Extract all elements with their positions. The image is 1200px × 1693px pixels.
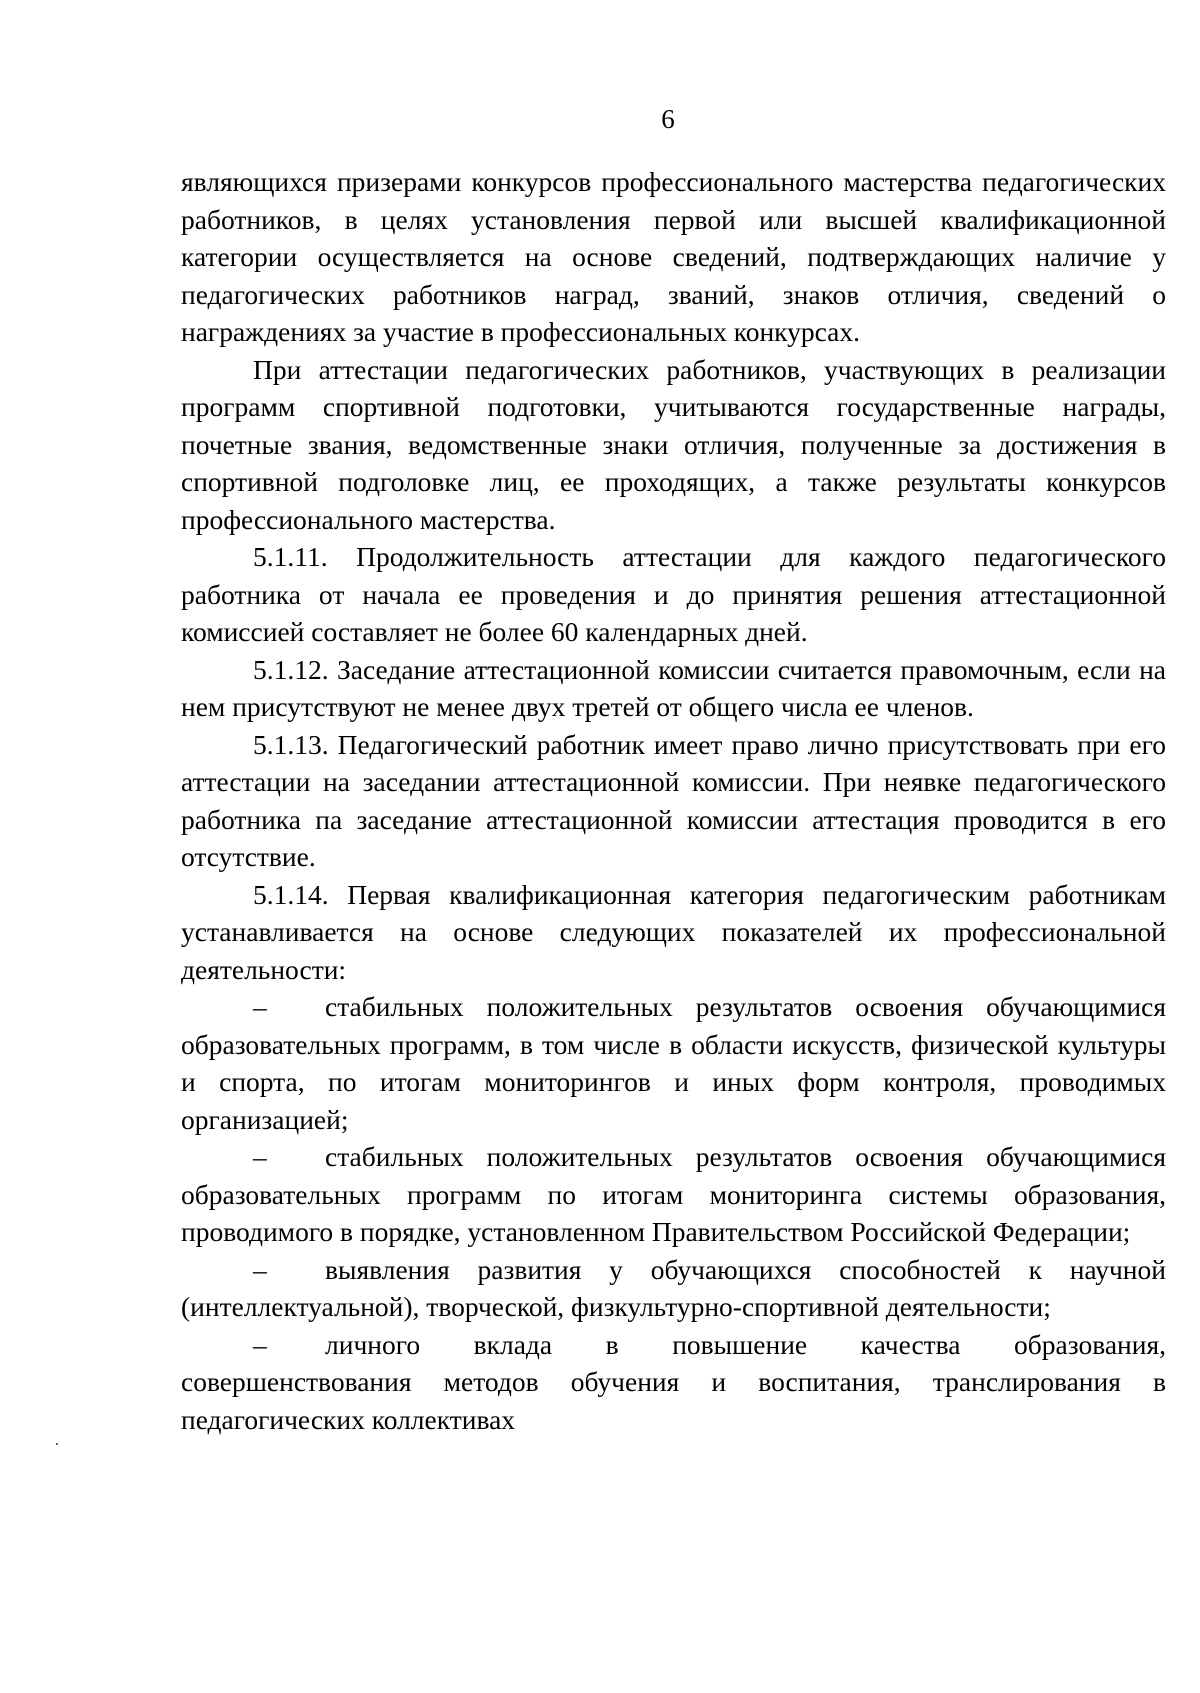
paragraph-5-1-14: 5.1.14. Первая квалификационная категория педагогическим работникам устанавливается на основе следующих показателей их профессиональной деятельности: (181, 878, 1166, 985)
paragraph-5-1-12: 5.1.12. Заседание аттестационной комиссии считается правомочным, если на нем присутствуют не менее двух третей от общего числа ее членов. (181, 653, 1166, 722)
list-item (181, 988, 1166, 1138)
dash-marker: – (253, 1253, 267, 1285)
paragraph-continuation: являющихся призерами конкурсов профессионального мастерства педагогических работников, в целях установления первой или высшей квалификационной категории осуществляется на основе сведений, подтверждающих наличие у педагогических работников наград, званий, знаков отличия, сведений о награждениях за участие в профессиональных конкурсах. (181, 166, 1166, 347)
paragraph-5-1-11: 5.1.11. Продолжительность аттестации для каждого педагогического работника от начала ее проведения и до принятия решения аттестационной комиссией составляет не более 60 календарных дней. (181, 541, 1166, 647)
dash-marker: – (253, 991, 267, 1022)
paragraph-sports-training: При аттестации педагогических работников, участвующих в реализации программ спортивной подготовки, учитываются государственные награды, почетные звания, ведомственные знаки отличия, полученные за достижения в спортивной подголовке лиц, ее проходящих, а также результаты конкурсов профессионального мастерства. (181, 353, 1166, 535)
list-item-text: выявления развития у обучающихся способностей к научной (интеллектуальной), творческой, физкультурно-спортивной деятельности; (181, 1253, 1166, 1322)
list-item (181, 1326, 1166, 1439)
scan-speck (56, 1443, 58, 1445)
page-number: 6 (661, 104, 675, 134)
dash-marker: – (253, 1328, 267, 1360)
list-item (181, 1251, 1166, 1326)
dash-marker: – (253, 1141, 267, 1172)
list-item-text: стабильных положительных результатов освоения обучающимися образовательных программ, в том числе в области искусств, физической культуры и спорта, по итогам мониторингов и иных форм контроля, проводимых организацией; (181, 991, 1166, 1135)
list-item-text: стабильных положительных результатов освоения обучающимися образовательных программ по итогам мониторинга системы образования, проводимого в порядке, установленном Правительством Российской Федерации; (181, 1141, 1166, 1247)
list-item-text: личного вклада в повышение качества образования, совершенствования методов обучения и воспитания, транслирования в педагогических коллективах (181, 1328, 1166, 1435)
document-body (181, 163, 1166, 1438)
list-item (181, 1138, 1166, 1251)
paragraph-5-1-13: 5.1.13. Педагогический работник имеет право лично присутствовать при его аттестации на заседании аттестационной комиссии. При неявке педагогического работника па заседание аттестационной комиссии аттестация проводится в его отсутствие. (181, 728, 1166, 872)
criteria-list (181, 988, 1166, 1438)
